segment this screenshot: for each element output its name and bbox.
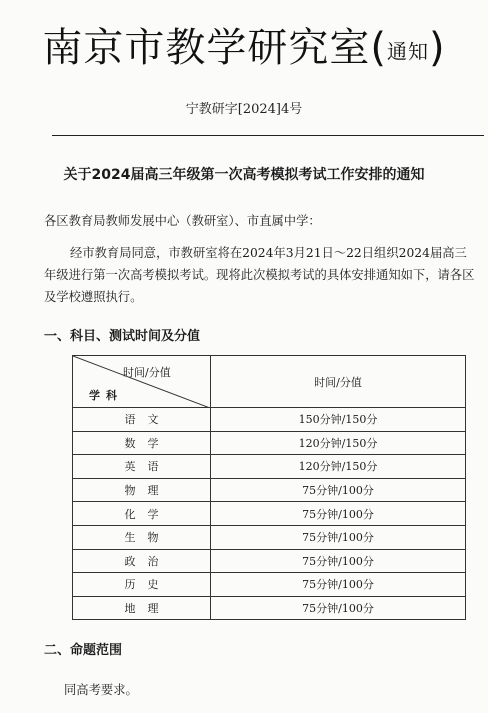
- value-cell: 120分钟/150分: [211, 431, 466, 455]
- section-2-text: 同高考要求。: [64, 683, 138, 697]
- diagonal-top-label: 时间/分值: [123, 366, 171, 379]
- section-2-heading: 二、命题范围: [44, 643, 123, 658]
- subject-time-score-table: [72, 355, 466, 620]
- table-row: [73, 502, 466, 526]
- value-cell: 75分钟/100分: [211, 573, 466, 597]
- subject-cell: 地理: [73, 596, 211, 620]
- subject-cell: 化学: [73, 502, 211, 526]
- table-row: [73, 549, 466, 573]
- document-number: 宁教研字[2024]4号: [185, 102, 303, 117]
- subject-cell: 历史: [73, 573, 211, 597]
- table-row: [73, 478, 466, 502]
- value-cell: 75分钟/100分: [211, 596, 466, 620]
- salutation: 各区教育局教师发展中心（教研室）、市直属中学：: [44, 214, 321, 228]
- org-name-text: 南京市教学研究室: [42, 25, 371, 71]
- body-line-3: 及学校遵照执行。: [44, 290, 143, 304]
- table-row: [73, 408, 466, 432]
- diagonal-bottom-label: 学科: [89, 389, 123, 402]
- table-header-row: [73, 356, 466, 408]
- table-row: [73, 455, 466, 479]
- value-cell: 150分钟/150分: [211, 408, 466, 432]
- subject-cell: 数学: [73, 431, 211, 455]
- value-cell: 120分钟/150分: [211, 455, 466, 479]
- subject-cell: 物理: [73, 478, 211, 502]
- body-line-1: 经市教育局同意，市教研室将在2024年3月21日～22日组织2024届高三: [70, 246, 467, 260]
- body-line-2: 年级进行第一次高考模拟考试。现将此次模拟考试的具体安排通知如下，请各区: [44, 268, 475, 282]
- organization-name: [0, 16, 488, 73]
- paren-close: ): [429, 25, 446, 71]
- table-row: [73, 525, 466, 549]
- subject-cell: 语文: [73, 408, 211, 432]
- table-row: [73, 431, 466, 455]
- subject-cell: 政治: [73, 549, 211, 573]
- notice-tag: 通知: [387, 39, 429, 64]
- table-row: [73, 573, 466, 597]
- value-cell: 75分钟/100分: [211, 478, 466, 502]
- table-row: [73, 596, 466, 620]
- value-cell: 75分钟/100分: [211, 502, 466, 526]
- value-cell: 75分钟/100分: [211, 525, 466, 549]
- subject-cell: 生物: [73, 525, 211, 549]
- value-cell: 75分钟/100分: [211, 549, 466, 573]
- header-divider: [52, 135, 484, 136]
- document-title: 关于2024届高三年级第一次高考模拟考试工作安排的通知: [63, 167, 425, 183]
- section-1-heading: 一、科目、测试时间及分值: [44, 329, 201, 344]
- column-header: 时间/分值: [211, 356, 466, 408]
- diagonal-header-cell: [73, 356, 211, 408]
- subject-cell: 英语: [73, 455, 211, 479]
- paren-open: (: [370, 25, 387, 71]
